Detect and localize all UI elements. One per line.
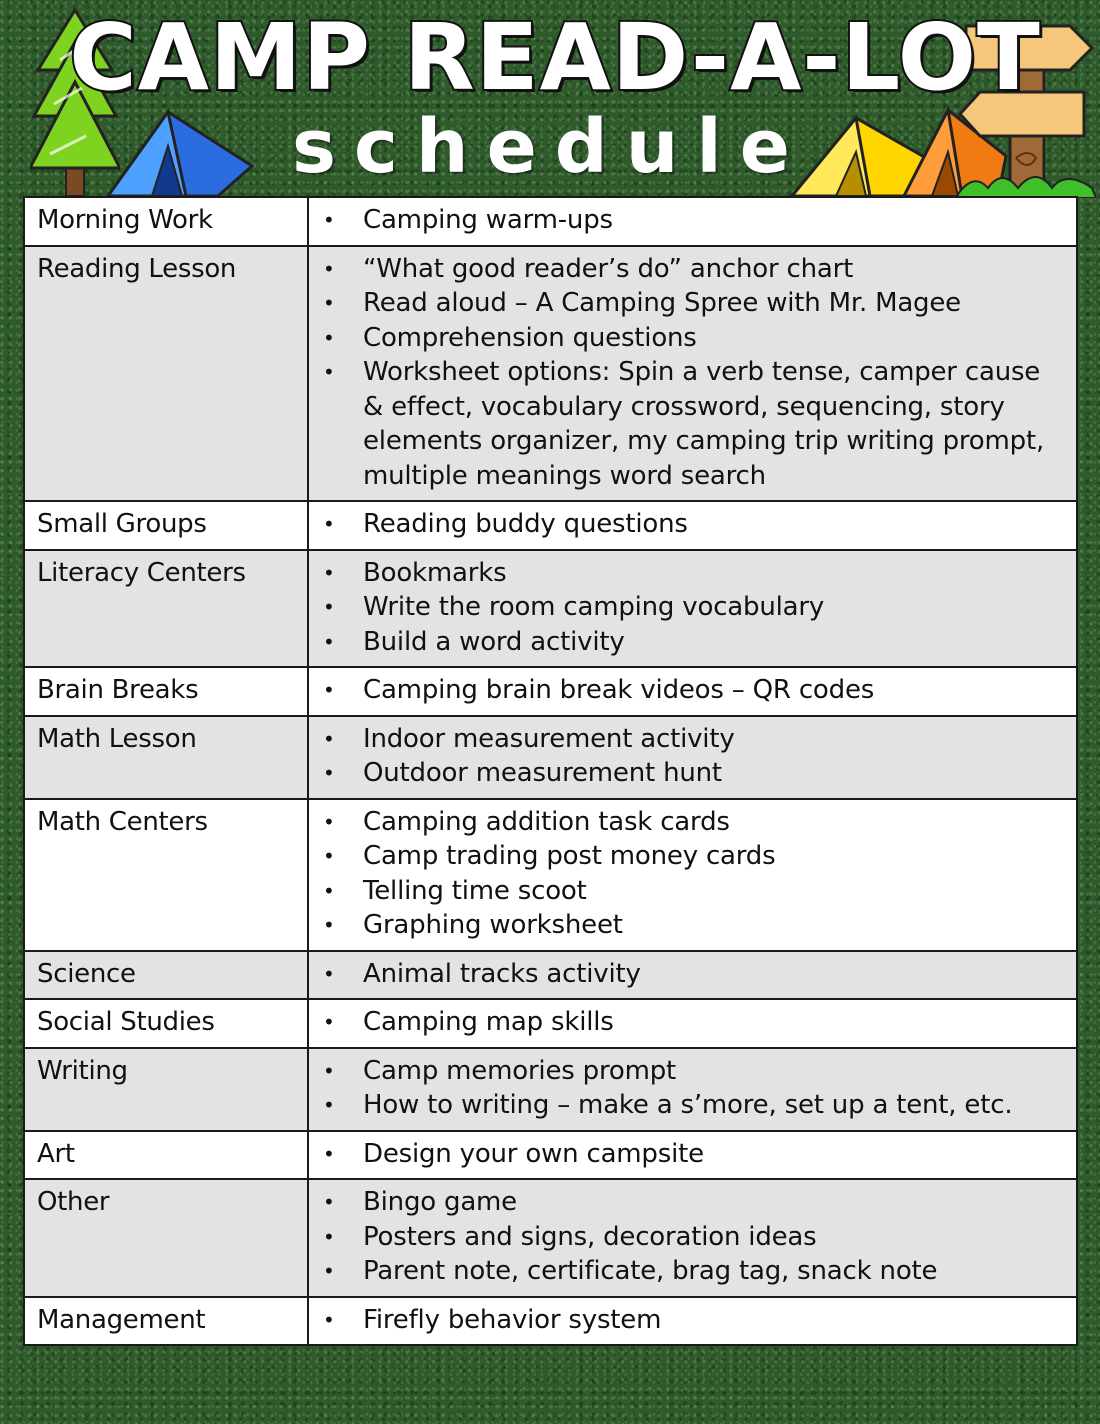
activity-list [321, 1185, 1068, 1289]
category-label: Writing [37, 1055, 128, 1086]
category-label: Art [37, 1138, 75, 1169]
category-cell [24, 1179, 308, 1297]
table-row [24, 1131, 1077, 1180]
activity-list [321, 507, 1068, 542]
table-row [24, 1048, 1077, 1131]
list-item: • Camping warm-ups [321, 203, 1068, 238]
header [0, 0, 1100, 196]
table-row [24, 197, 1077, 246]
table-row [24, 667, 1077, 716]
list-item: • Comprehension questions [321, 321, 1068, 356]
category-label: Science [37, 958, 136, 989]
list-item: • How to writing – make a s’more, set up a tent, etc. [321, 1088, 1068, 1123]
list-item: • Camp memories prompt [321, 1054, 1068, 1089]
schedule-table-body [24, 197, 1077, 1345]
table-row [24, 716, 1077, 799]
activity-list [321, 203, 1068, 238]
table-row [24, 501, 1077, 550]
table-row [24, 951, 1077, 1000]
list-item: • “What good reader’s do” anchor chart [321, 252, 1068, 287]
list-item: • Posters and signs, decoration ideas [321, 1220, 1068, 1255]
category-label: Small Groups [37, 509, 207, 539]
list-item: • Worksheet options: Spin a verb tense, camper cause & effect, vocabulary crossword, sequencing, story elements organizer, my camping trip writing prompt, multiple meanings word search [321, 355, 1068, 493]
table-row [24, 1297, 1077, 1346]
list-item: • Write the room camping vocabulary [321, 590, 1068, 625]
activities-cell [308, 951, 1077, 1000]
page-subtitle: schedule [292, 104, 808, 190]
activities-cell [308, 999, 1077, 1048]
category-cell [24, 501, 308, 550]
activity-list [321, 673, 1068, 708]
table-row [24, 246, 1077, 502]
category-label: Social Studies [37, 1007, 215, 1037]
activities-cell [308, 1179, 1077, 1297]
table-row [24, 799, 1077, 951]
activities-cell [308, 1048, 1077, 1131]
category-cell [24, 1297, 308, 1346]
list-item: • Camping map skills [321, 1005, 1068, 1040]
list-item: • Animal tracks activity [321, 957, 1068, 992]
list-item: • Read aloud – A Camping Spree with Mr. Magee [321, 286, 1068, 321]
category-cell [24, 1048, 308, 1131]
activity-list [321, 1303, 1068, 1338]
activities-cell [308, 667, 1077, 716]
category-label: Management [37, 1304, 206, 1335]
activities-cell [308, 1131, 1077, 1180]
category-cell [24, 246, 308, 502]
list-item: • Reading buddy questions [321, 507, 1068, 542]
activity-list [321, 556, 1068, 660]
activities-cell [308, 716, 1077, 799]
category-cell [24, 1131, 308, 1180]
activity-list [321, 957, 1068, 992]
page-title: CAMP READ-A-LOT [69, 4, 1041, 111]
list-item: • Bookmarks [321, 556, 1068, 591]
list-item: • Graphing worksheet [321, 908, 1068, 943]
list-item: • Camping brain break videos – QR codes [321, 673, 1068, 708]
list-item: • Parent note, certificate, brag tag, snack note [321, 1254, 1068, 1289]
category-cell [24, 716, 308, 799]
activity-list [321, 1005, 1068, 1040]
activities-cell [308, 197, 1077, 246]
table-row [24, 550, 1077, 668]
table-row [24, 999, 1077, 1048]
activities-cell [308, 550, 1077, 668]
category-label: Literacy Centers [37, 557, 246, 588]
category-cell [24, 799, 308, 951]
schedule-table [23, 196, 1078, 1346]
category-label: Brain Breaks [37, 675, 199, 705]
category-cell [24, 197, 308, 246]
activity-list [321, 722, 1068, 791]
activity-list [321, 1137, 1068, 1172]
activities-cell [308, 1297, 1077, 1346]
activities-cell [308, 246, 1077, 502]
activities-cell [308, 799, 1077, 951]
list-item: • Outdoor measurement hunt [321, 756, 1068, 791]
activity-list [321, 252, 1068, 494]
list-item: • Telling time scoot [321, 874, 1068, 909]
category-cell [24, 951, 308, 1000]
list-item: • Design your own campsite [321, 1137, 1068, 1172]
activities-cell [308, 501, 1077, 550]
list-item: • Build a word activity [321, 625, 1068, 660]
list-item: • Bingo game [321, 1185, 1068, 1220]
category-cell [24, 667, 308, 716]
list-item: • Firefly behavior system [321, 1303, 1068, 1338]
table-row [24, 1179, 1077, 1297]
category-label: Morning Work [37, 205, 213, 235]
category-cell [24, 999, 308, 1048]
activity-list [321, 805, 1068, 943]
list-item: • Camping addition task cards [321, 805, 1068, 840]
category-cell [24, 550, 308, 668]
category-label: Other [37, 1187, 110, 1217]
category-label: Math Centers [37, 806, 208, 837]
category-label: Reading Lesson [37, 253, 237, 284]
list-item: • Camp trading post money cards [321, 839, 1068, 874]
activity-list [321, 1054, 1068, 1123]
category-label: Math Lesson [37, 723, 197, 754]
list-item: • Indoor measurement activity [321, 722, 1068, 757]
